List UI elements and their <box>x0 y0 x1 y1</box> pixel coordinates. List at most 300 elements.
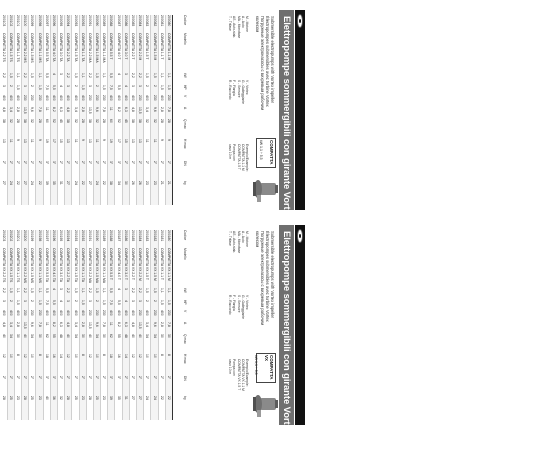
table-cell: 40 <box>66 334 71 338</box>
table-cell: 12 <box>131 354 136 358</box>
table-cell: 200096 <box>52 15 56 27</box>
table-cell: 4,8 <box>1 322 6 327</box>
table-cell: 13,5 <box>87 107 92 114</box>
table-cell: COMPATTA VX 1.1 TA <box>80 248 85 282</box>
table-cell: 400 <box>80 310 85 316</box>
table-cell: 12 <box>1 354 6 358</box>
table-cell: 200097 <box>44 15 49 27</box>
table-cell: 13,5 <box>23 107 28 114</box>
legend-line: Pompa con <box>232 359 237 376</box>
table-cell: 2" <box>123 161 128 165</box>
table-cell: 4,8 <box>131 322 136 327</box>
legend-line: M - Motore <box>245 16 249 32</box>
table-cell: COMPATTA VX 2.2 MA <box>87 248 92 284</box>
table-cell: 8 <box>37 354 42 356</box>
table-cell: 200183 <box>145 230 150 242</box>
table-cell: 11 <box>44 322 49 326</box>
table-cell: 1,5 <box>95 288 100 293</box>
table-cell: COMPATTA 1.5 MA <box>95 33 100 63</box>
table-cell: COMPATTA 3.0 TA <box>59 33 64 62</box>
table-cell: 230 <box>23 310 28 316</box>
table-cell: 3 <box>1 85 6 87</box>
table-cell: 200090 <box>95 15 100 27</box>
table-cell: 1,5 <box>80 85 85 90</box>
table-cell: 25 <box>8 396 13 400</box>
table-row <box>64 230 71 420</box>
table-cell: 2" <box>1 376 6 380</box>
table-cell: 45 <box>123 119 128 123</box>
table-cell: 3" <box>44 161 49 165</box>
legend-line: S - Sensore <box>236 295 241 313</box>
table-body <box>0 15 172 205</box>
table-cell: 4,8 <box>1 107 6 112</box>
table-cell: 12 <box>138 354 143 358</box>
column-header: kg <box>183 396 187 400</box>
column-header: Modello <box>183 33 187 45</box>
table-cell: COMPATTA VX 2.2 MS <box>23 248 28 284</box>
table-row <box>43 15 50 205</box>
table-cell: 200182 <box>152 230 157 242</box>
table-cell: 11 <box>109 322 114 326</box>
table-row <box>100 15 107 205</box>
table-cell: 2" <box>30 161 35 165</box>
table-cell: 400 <box>116 95 121 101</box>
intro-line: Électropompes submersibles avec turbine Vortex <box>265 16 270 107</box>
table-cell: 31 <box>59 181 64 185</box>
table-cell: 34 <box>95 334 100 338</box>
table-cell: 26 <box>138 181 143 185</box>
table-cell: 4 <box>52 73 56 75</box>
table-cell: 2" <box>30 376 35 380</box>
legend-notes <box>189 231 249 419</box>
table-cell: 1,5 <box>159 300 164 305</box>
table-cell: 3 <box>123 73 128 75</box>
table-cell: 2 <box>30 85 35 87</box>
table-cell: 6,3 <box>123 322 128 327</box>
table-cell: COMPATTA VX 1.5 M <box>152 248 157 281</box>
table-cell: COMPATTA 1.1 MA <box>102 33 107 63</box>
table-cell: 400 <box>52 95 56 101</box>
table-cell: 230 <box>138 95 143 101</box>
table-cell: 2 <box>8 85 13 87</box>
table-cell: 24 <box>95 181 100 185</box>
table-cell: 3" <box>116 161 121 165</box>
table-cell: 13 <box>66 139 71 143</box>
legend-line: R - Raccordo <box>228 80 233 100</box>
column-header: Codice <box>183 15 187 26</box>
catalog-page-right <box>0 225 305 435</box>
table-cell: 2 <box>30 300 35 302</box>
table-cell: 30 <box>16 334 21 338</box>
section-banner <box>279 10 294 220</box>
table-cell: 24 <box>152 396 157 400</box>
table-cell: 3 <box>1 300 6 302</box>
table-cell: 4 <box>123 85 128 87</box>
table-cell: 1,5 <box>95 73 100 78</box>
table-cell: 9 <box>37 139 42 141</box>
table-cell: COMPATTA 1.5 MS <box>30 33 35 63</box>
legend-line: S - Sensore <box>236 80 241 98</box>
table-cell: 11 <box>30 139 35 143</box>
table-cell: 2" <box>152 161 157 165</box>
table-cell: 3 <box>66 85 71 87</box>
table-cell: 200188 <box>109 230 114 242</box>
table-cell: 2,8 <box>16 322 21 327</box>
table-cell: 400 <box>145 95 150 101</box>
table-cell: 2 <box>145 300 150 302</box>
table-cell: 2" <box>167 376 171 380</box>
table-cell: COMPATTA 1.1 MS <box>37 33 42 63</box>
table-cell: 45 <box>59 119 64 123</box>
legend-line: A - Auto <box>240 16 245 28</box>
table-cell: 2" <box>80 376 85 380</box>
table-cell: 3" <box>109 376 114 380</box>
table-cell: 1,1 <box>80 73 85 78</box>
table-row <box>57 230 64 420</box>
table-cell: 230 <box>102 95 107 101</box>
table-cell: 38 <box>109 181 114 185</box>
table-row <box>0 15 7 205</box>
table-cell: 2" <box>159 376 164 380</box>
table-row <box>28 15 35 205</box>
table-cell: 230 <box>37 310 42 316</box>
table-cell: 1,5 <box>102 300 107 305</box>
table-cell: 10 <box>73 354 78 358</box>
table-cell: 2,2 <box>23 73 28 78</box>
table-cell: 30 <box>159 334 164 338</box>
legend-line: V - Vortex <box>245 80 249 95</box>
table-cell: 40 <box>44 396 49 400</box>
table-cell: 2" <box>152 376 157 380</box>
legend-line: Esempio/Example: <box>245 144 249 172</box>
legend-line: A - Auto <box>240 231 245 243</box>
table-row <box>165 230 172 420</box>
section-title: Elettropompe sommergibili con girante Vortex <box>281 231 292 435</box>
table-header <box>172 230 187 420</box>
table-cell: 5,5 <box>116 300 121 305</box>
table-cell: COMPATTA VX 1.5 TA <box>73 248 78 282</box>
table-row <box>93 15 100 205</box>
table-cell: 9 <box>167 139 171 141</box>
catalog-page-left <box>0 10 305 220</box>
table-cell: 200099 <box>30 15 35 27</box>
table-cell: COMPATTA VX 5.5 TA <box>44 248 49 282</box>
column-header: HP <box>183 85 187 90</box>
table-row <box>136 230 143 420</box>
table-cell: 40 <box>87 334 92 338</box>
table-cell: 2" <box>8 376 13 380</box>
table-cell: 11 <box>95 139 100 143</box>
table-cell: 30 <box>80 334 85 338</box>
table-row <box>165 15 172 205</box>
table-cell: 230 <box>87 95 92 101</box>
table-row <box>122 230 129 420</box>
table-cell: 11 <box>73 139 78 143</box>
table-cell: 1,5 <box>37 300 42 305</box>
table-cell: 7,5 <box>44 300 49 305</box>
table-cell: 2,2 <box>66 288 71 293</box>
table-cell: 3 <box>123 288 128 290</box>
table-cell: 5,5 <box>109 73 114 78</box>
table-cell: 22 <box>37 181 42 185</box>
intro-line: Submersible electropumps with Vortex impeller <box>270 16 275 104</box>
table-cell: 12 <box>87 354 92 358</box>
table-cell: 200186 <box>123 230 128 242</box>
table-cell: 200192 <box>80 230 85 242</box>
table-cell: 2" <box>8 161 13 165</box>
table-cell: 200193 <box>73 230 78 242</box>
table-cell: 2 <box>152 300 157 302</box>
table-cell: 9,6 <box>95 322 100 327</box>
table-cell: 13 <box>87 139 92 143</box>
table-row <box>43 230 50 420</box>
table-cell: COMPATTA VX 1.5 TS <box>8 248 13 283</box>
table-cell: 400 <box>1 95 6 101</box>
table-cell: 230 <box>102 310 107 316</box>
table-cell: 1,5 <box>159 85 164 90</box>
table-cell: 4 <box>52 288 56 290</box>
table-cell: 2 <box>95 300 100 302</box>
table-cell: 5,5 <box>116 85 121 90</box>
table-cell: 200181 <box>159 230 164 242</box>
table-cell: 34 <box>73 334 78 338</box>
table-cell: 1,5 <box>16 85 21 90</box>
table-cell: 28 <box>159 119 164 123</box>
table-cell: 2" <box>16 161 21 165</box>
table-cell: 3" <box>52 161 56 165</box>
legend-line: R - Raccordo <box>228 295 233 315</box>
table-cell: COMPATTA 1.5 T <box>145 33 150 60</box>
table-body <box>0 230 172 420</box>
table-cell: COMPATTA 1.5 TS <box>8 33 13 62</box>
table-cell: 24 <box>8 181 13 185</box>
table-cell: 5,5 <box>44 288 49 293</box>
table-cell: 200103 <box>1 15 6 27</box>
table-cell: 2,8 <box>159 322 164 327</box>
table-cell: 3 <box>59 288 64 290</box>
table-cell: 3,4 <box>145 322 150 327</box>
product-table <box>0 230 187 420</box>
table-cell: 2,8 <box>159 107 164 112</box>
table-cell: 400 <box>8 95 13 101</box>
table-cell: 3 <box>87 300 92 302</box>
table-cell: 30 <box>123 181 128 185</box>
table-cell: 2,2 <box>138 288 143 293</box>
brand-logo-icon <box>297 229 303 243</box>
table-cell: 1,1 <box>159 288 164 293</box>
legend-line: COMPATTA VX 1.5 T <box>236 359 241 391</box>
table-cell: COMPATTA 2.2 TS <box>1 33 6 62</box>
table-cell: 32 <box>152 119 157 123</box>
table-cell: 3 <box>23 85 28 87</box>
table-row <box>107 15 114 205</box>
table-cell: COMPATTA 5.5 T <box>109 33 114 60</box>
table-cell: 38 <box>1 119 6 123</box>
legend-column <box>228 359 249 419</box>
table-cell: 1,5 <box>73 73 78 78</box>
table-cell: 4,8 <box>66 322 71 327</box>
table-cell: 2" <box>87 376 92 380</box>
table-cell: COMPATTA 4.0 T <box>116 33 121 60</box>
table-cell: COMPATTA VX 1.1 M <box>167 248 171 281</box>
table-cell: 40 <box>131 334 136 338</box>
table-cell: 2,2 <box>23 288 28 293</box>
intro-line: Électropompes submersibles avec turbine Vortex <box>265 231 270 322</box>
table-cell: 27 <box>138 396 143 400</box>
table-cell: 38 <box>138 119 143 123</box>
table-row <box>71 230 78 420</box>
table-cell: 400 <box>131 310 136 316</box>
table-cell: 23 <box>102 396 107 400</box>
model-box <box>256 138 276 168</box>
table-cell: 400 <box>116 310 121 316</box>
table-cell: 2" <box>138 161 143 165</box>
table-cell: 11 <box>145 139 150 143</box>
table-cell: 19 <box>44 139 49 143</box>
table-cell: 200092 <box>80 15 85 27</box>
table-cell: 7,5 <box>109 300 114 305</box>
table-row <box>136 15 143 205</box>
table-cell: 22 <box>167 396 171 400</box>
legend-line: Pompa con <box>232 144 237 161</box>
table-cell: 34 <box>152 334 157 338</box>
table-cell: 200093 <box>73 15 78 27</box>
table-cell: 7,8 <box>167 322 171 327</box>
table-cell: 6,3 <box>59 322 64 327</box>
table-cell: 27 <box>87 181 92 185</box>
table-cell: 400 <box>123 310 128 316</box>
table-cell: 28 <box>167 119 171 123</box>
table-cell: 15 <box>59 139 64 143</box>
table-cell: 3 <box>87 85 92 87</box>
table-cell: 22 <box>102 181 107 185</box>
column-header: Modello <box>183 248 187 260</box>
table-cell: 3 <box>59 73 64 75</box>
table-cell: COMPATTA 2.2 TA <box>66 33 71 62</box>
table-cell: 62 <box>44 334 49 338</box>
table-cell: 200085 <box>131 15 136 27</box>
table-cell: 28 <box>80 119 85 123</box>
table-cell: COMPATTA 1.5 M <box>152 33 157 61</box>
table-cell: 28 <box>37 119 42 123</box>
table-cell: 200195 <box>59 230 64 242</box>
model-power-range: kW 1,1 ÷ 5,5 <box>259 140 263 160</box>
table-cell: 60 <box>44 119 49 123</box>
table-cell: 200083 <box>145 15 150 27</box>
table-cell: 400 <box>66 310 71 316</box>
table-cell: 1,5 <box>16 300 21 305</box>
table-cell: 200180 <box>167 230 171 242</box>
table-cell: 200201 <box>16 230 21 242</box>
table-cell: 4 <box>116 288 121 290</box>
table-row <box>21 230 28 420</box>
table-cell: 10 <box>95 354 100 358</box>
table-cell: 32 <box>30 119 35 123</box>
table-cell: 400 <box>1 310 6 316</box>
intro-line: Submersible electropumps with Vortex impeller <box>270 231 275 319</box>
table-cell: 3 <box>23 300 28 302</box>
table-cell: 5,5 <box>44 73 49 78</box>
table-cell: 1,5 <box>102 85 107 90</box>
table-cell: 48 <box>123 334 128 338</box>
table-cell: 11 <box>8 139 13 143</box>
table-cell: 13,5 <box>138 322 143 329</box>
table-cell: 3" <box>52 376 56 380</box>
page-top-bar <box>295 10 305 210</box>
table-cell: 2,2 <box>66 73 71 78</box>
pump-photo-icon <box>249 389 279 419</box>
table-cell: 200098 <box>37 15 42 27</box>
table-cell: 18 <box>44 354 49 358</box>
table-cell: 230 <box>95 95 100 101</box>
column-header: V <box>183 310 187 313</box>
table-cell: COMPATTA VX 1.5 MA <box>95 248 100 284</box>
table-cell: 2" <box>73 376 78 380</box>
table-cell: 3,4 <box>73 107 78 112</box>
table-cell: 4 <box>59 300 64 302</box>
table-cell: 2" <box>167 161 171 165</box>
table-cell: 8 <box>80 354 85 356</box>
table-cell: 200185 <box>131 230 136 242</box>
table-row <box>71 15 78 205</box>
table-cell: 3 <box>131 300 136 302</box>
table-cell: 7,8 <box>102 107 107 112</box>
table-cell: 2" <box>138 376 143 380</box>
table-row <box>64 15 71 205</box>
table-cell: 230 <box>30 310 35 316</box>
table-cell: 400 <box>80 95 85 101</box>
table-cell: 13 <box>131 139 136 143</box>
table-cell: 9,6 <box>95 107 100 112</box>
table-cell: 17 <box>52 139 56 143</box>
table-cell: 13,5 <box>138 107 143 114</box>
section-title: Elettropompe sommergibili con girante Vortex <box>281 16 292 220</box>
legend-column <box>228 80 249 140</box>
table-cell: 1,1 <box>80 288 85 293</box>
table-cell: COMPATTA 3.0 T <box>123 33 128 60</box>
intro-text <box>255 16 275 126</box>
table-cell: 28 <box>87 396 92 400</box>
table-cell: 2" <box>59 376 64 380</box>
table-cell: 27 <box>23 181 28 185</box>
table-cell: COMPATTA VX 2.2 M <box>138 248 143 281</box>
table-cell: 400 <box>16 95 21 101</box>
table-cell: 32 <box>59 396 64 400</box>
table-row <box>129 15 136 205</box>
table-cell: 400 <box>159 310 164 316</box>
table-cell: COMPATTA 1.1 TS <box>16 33 21 62</box>
legend-line: G - Galleggiante <box>240 295 245 320</box>
table-cell: 5,5 <box>109 288 114 293</box>
table-cell: 7,5 <box>44 85 49 90</box>
table-cell: 1,1 <box>102 288 107 293</box>
table-cell: 10 <box>152 354 157 358</box>
table-cell: 3,4 <box>145 107 150 112</box>
table-cell: 3 <box>66 300 71 302</box>
table-cell: 23 <box>37 396 42 400</box>
table-cell: 2,8 <box>80 107 85 112</box>
table-cell: 14 <box>59 354 64 358</box>
table-cell: 40 <box>1 334 6 338</box>
table-row <box>50 15 57 205</box>
table-cell: COMPATTA VX 4.0 T <box>116 248 121 280</box>
table-row <box>122 15 129 205</box>
table-cell: 2" <box>159 161 164 165</box>
table-cell: 200086 <box>123 15 128 27</box>
table-cell: COMPATTA VX 1.1 T <box>159 248 164 280</box>
table-row <box>150 230 157 420</box>
table-cell: 34 <box>8 334 13 338</box>
